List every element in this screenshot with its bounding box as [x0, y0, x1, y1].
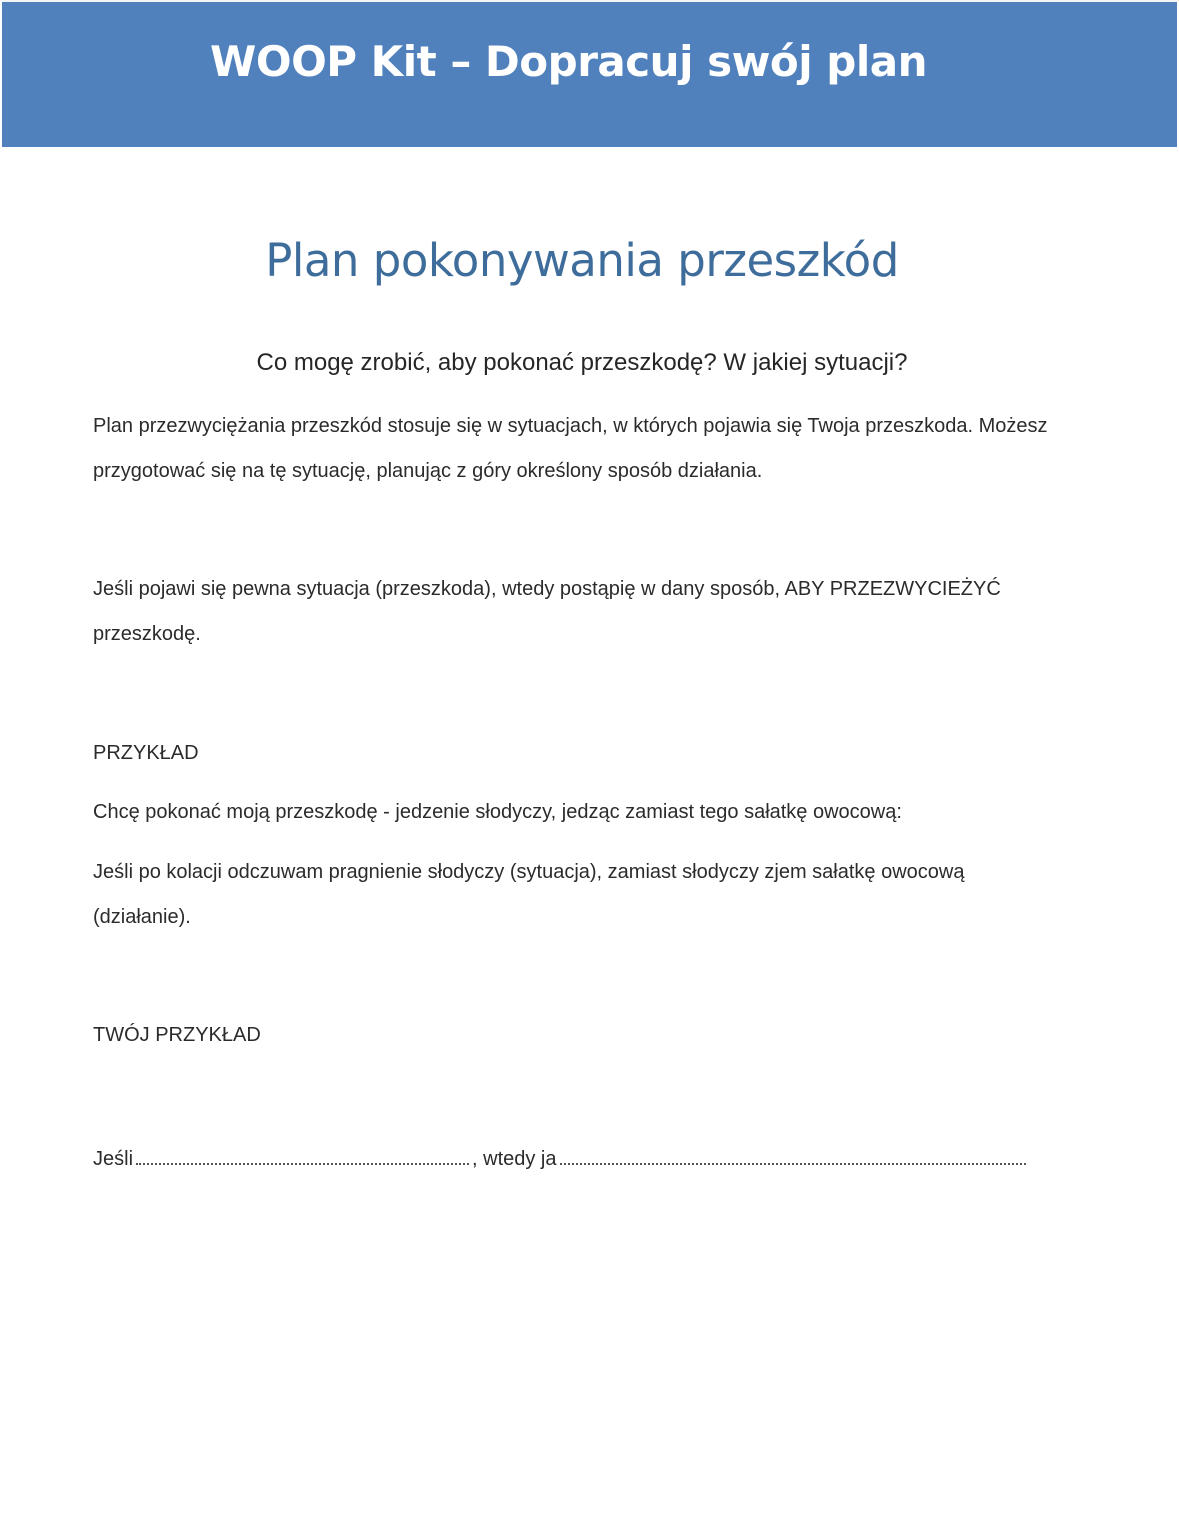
formula-paragraph: Jeśli pojawi się pewna sytuacja (przeszkoda), wtedy postąpię w dany sposób, ABY PRZEZWYCIEŻYĆ przeszkodę. [93, 578, 1001, 645]
your-example-label: TWÓJ PRZYKŁAD [93, 1024, 261, 1046]
action-blank[interactable] [560, 1143, 1026, 1165]
example-line-2: Jeśli po kolacji odczuwam pragnienie słodyczy (sytuacja), zamiast słodyczy zjem sałatkę owocową (działanie). [93, 861, 965, 928]
fill-in-sentence [93, 1143, 1029, 1175]
example-line-1: Chcę pokonać moją przeszkodę - jedzenie słodyczy, jedząc zamiast tego sałatkę owocową: [93, 801, 902, 823]
subtitle: Co mogę zrobić, aby pokonać przeszkodę? W jakiej sytuacji? [256, 349, 908, 376]
then-word: , wtedy ja [472, 1148, 557, 1170]
header-title: WOOP Kit – Dopracuj swój plan [210, 37, 927, 86]
header-banner [2, 2, 1177, 147]
situation-blank[interactable] [136, 1143, 469, 1165]
if-word: Jeśli [93, 1148, 134, 1170]
intro-paragraph: Plan przezwyciężania przeszkód stosuje się w sytuacjach, w których pojawia się Twoja przeszkoda. Możesz przygotować się na tę sytuację, planując z góry określony sposób działania. [93, 415, 1048, 482]
page-title: Plan pokonywania przeszkód [265, 234, 899, 287]
example-label: PRZYKŁAD [93, 742, 199, 764]
